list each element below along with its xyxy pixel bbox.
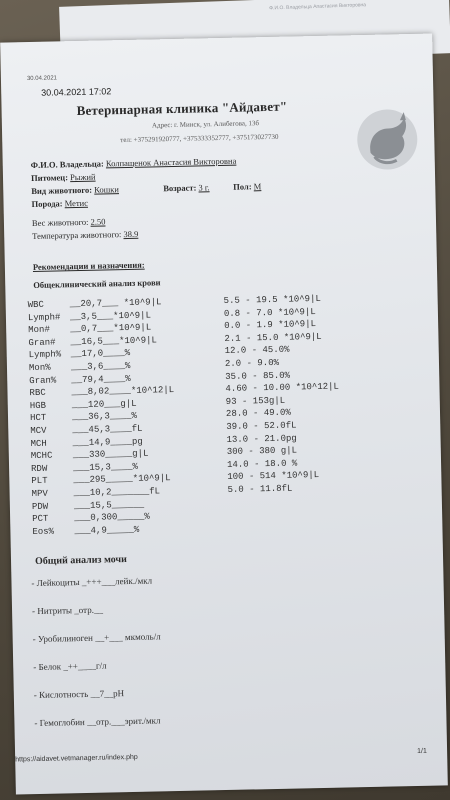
pet-row (31, 172, 96, 183)
weight-label: Вес животного: (31, 216, 89, 228)
sex-value: М (253, 181, 262, 192)
test-value: ___8,02____*10^12|L (71, 385, 175, 398)
test-name: RBC (29, 387, 46, 399)
clinic-title: Ветеринарная клиника "Айдавет" (76, 98, 288, 119)
species-value: Кошки (94, 184, 120, 195)
pet-value: Рыжий (69, 171, 96, 183)
recommendations-heading: Рекомендации и назначения: (32, 259, 145, 272)
test-name: Mon% (28, 362, 51, 374)
pet-label: Питомец: (30, 172, 69, 183)
sex-label: Пол: (233, 181, 252, 192)
reference-range: 0.8 - 7.0 *10^9|L (223, 306, 316, 319)
test-name: WBC (27, 299, 44, 311)
reference-range: 300 - 380 g|L (226, 445, 298, 458)
reference-range: 28.0 - 49.0% (225, 407, 291, 420)
test-value: ___0,300_____% (74, 511, 150, 524)
footer-url: https://aidavet.vetmanager.ru/index.php (15, 753, 138, 764)
reference-range: 5.0 - 11.8fL (227, 483, 293, 495)
test-value: ___14,9____pg (72, 436, 143, 448)
weight-row (32, 216, 106, 228)
test-value: __16,5___*10^9|L (70, 335, 157, 347)
temperature-row (32, 229, 138, 241)
test-name: Eos% (32, 526, 55, 537)
age-row (163, 182, 209, 193)
footer-page-number: 1/1 (417, 747, 427, 756)
test-value: ___15,5______ (73, 499, 145, 511)
test-name: PCT (32, 513, 49, 525)
breed-row (31, 198, 88, 209)
test-value: __0,7___*10^9|L (70, 322, 152, 335)
reference-range: 4.60 - 10.00 *10^12|L (225, 381, 339, 395)
test-name: HCT (29, 413, 47, 424)
test-value: ___330_____g|L (72, 448, 149, 461)
test-name: RDW (31, 463, 48, 474)
weight-value: 2.50 (90, 216, 106, 227)
test-value: ___45,3____fL (72, 423, 143, 436)
test-value: ___295_____*10^9|L (73, 473, 171, 486)
reference-range: 100 - 514 *10^9|L (227, 470, 320, 483)
test-value: ___36,3____% (71, 411, 137, 423)
owner-value: Колпащенок Анастасия Викторовна (105, 155, 237, 169)
test-name: Gran# (28, 337, 56, 348)
test-name: MCV (30, 425, 47, 437)
reference-range: 35.0 - 85.0% (225, 370, 291, 382)
list-item: - Нитриты _отр.__ (31, 604, 104, 617)
urine-analysis-heading: Общий анализ мочи (34, 554, 127, 567)
list-item: - Лейкоциты _+++___лейк./мкл (31, 575, 153, 589)
test-name: Lymph% (28, 349, 62, 361)
temperature-label: Температура животного: (32, 229, 122, 241)
test-name: Gran% (29, 375, 57, 386)
test-value: __17,0____% (70, 348, 131, 360)
reference-range: 12.0 - 45.0% (224, 345, 290, 357)
list-item: - Кислотность __7__pH (33, 688, 125, 701)
reference-range: 2.1 - 15.0 *10^9|L (224, 331, 322, 344)
species-label: Вид животного: (31, 184, 93, 196)
document-datetime: 30.04.2021 17:02 (41, 86, 112, 98)
reference-range: 5.5 - 19.5 *10^9|L (223, 293, 321, 306)
test-name: HGB (29, 400, 47, 411)
test-name: Mon# (28, 324, 50, 336)
owner-label: Ф.И.О. Владельца: (30, 158, 104, 170)
list-item: - Гемоглобин __отр.___эрит./мкл (34, 715, 161, 729)
breed-label: Порода: (31, 198, 63, 209)
list-item: - Белок _++____г/л (33, 660, 107, 673)
reference-range: 13.0 - 21.0pg (226, 433, 297, 445)
clinic-logo (354, 106, 421, 173)
test-name: MCHC (30, 450, 53, 462)
test-value: ___3,6____% (70, 360, 131, 373)
test-value: ___120___g|L (71, 398, 137, 410)
test-value: ___15,3____% (72, 461, 139, 473)
test-value: __20,7___ *10^9|L (69, 297, 162, 310)
species-row (31, 184, 119, 196)
age-label: Возраст: (163, 182, 197, 194)
test-name: MPV (31, 488, 48, 500)
test-value: ___10,2_______fL (73, 486, 161, 499)
sex-row (233, 181, 261, 192)
age-value: 3 г. (198, 182, 210, 193)
test-name: PDW (31, 501, 49, 512)
breed-value: Метис (64, 197, 89, 209)
test-name: MCH (30, 438, 47, 449)
urine-analysis-list (31, 570, 411, 729)
reference-range: 0.0 - 1.9 *10^9|L (224, 319, 317, 332)
underlying-paper-text: Ф.И.О. Владельца Апастасия Викторовна (269, 2, 367, 12)
clinic-address: Адрес: г. Минск, ул. Алибегова, 13б (151, 119, 260, 130)
temperature-value: 38.9 (123, 228, 139, 240)
reference-range: 93 - 153g|L (225, 395, 286, 407)
test-value: __3,5___*10^9|L (69, 310, 152, 322)
test-name: PLT (31, 476, 48, 487)
reference-range: 39.0 - 52.0fL (226, 420, 297, 432)
test-name: Lymph# (27, 312, 61, 323)
reference-range: 14.0 - 18.0 % (226, 458, 298, 470)
document-page (0, 34, 448, 795)
test-value: __79,4____% (71, 373, 131, 385)
reference-range: 2.0 - 9.0% (224, 357, 280, 369)
blood-analysis-table (27, 292, 428, 537)
print-date: 30.04.2021 (26, 75, 58, 83)
blood-analysis-heading: Общеклинический анализ крови (33, 277, 161, 290)
test-value: ___4,9_____% (74, 524, 140, 536)
list-item: - Уробилиноген __+___ мкмоль/л (32, 631, 161, 645)
clinic-phones: тел: +375291920777, +375333352777, +375173027730 (120, 132, 279, 145)
owner-row (31, 156, 237, 170)
